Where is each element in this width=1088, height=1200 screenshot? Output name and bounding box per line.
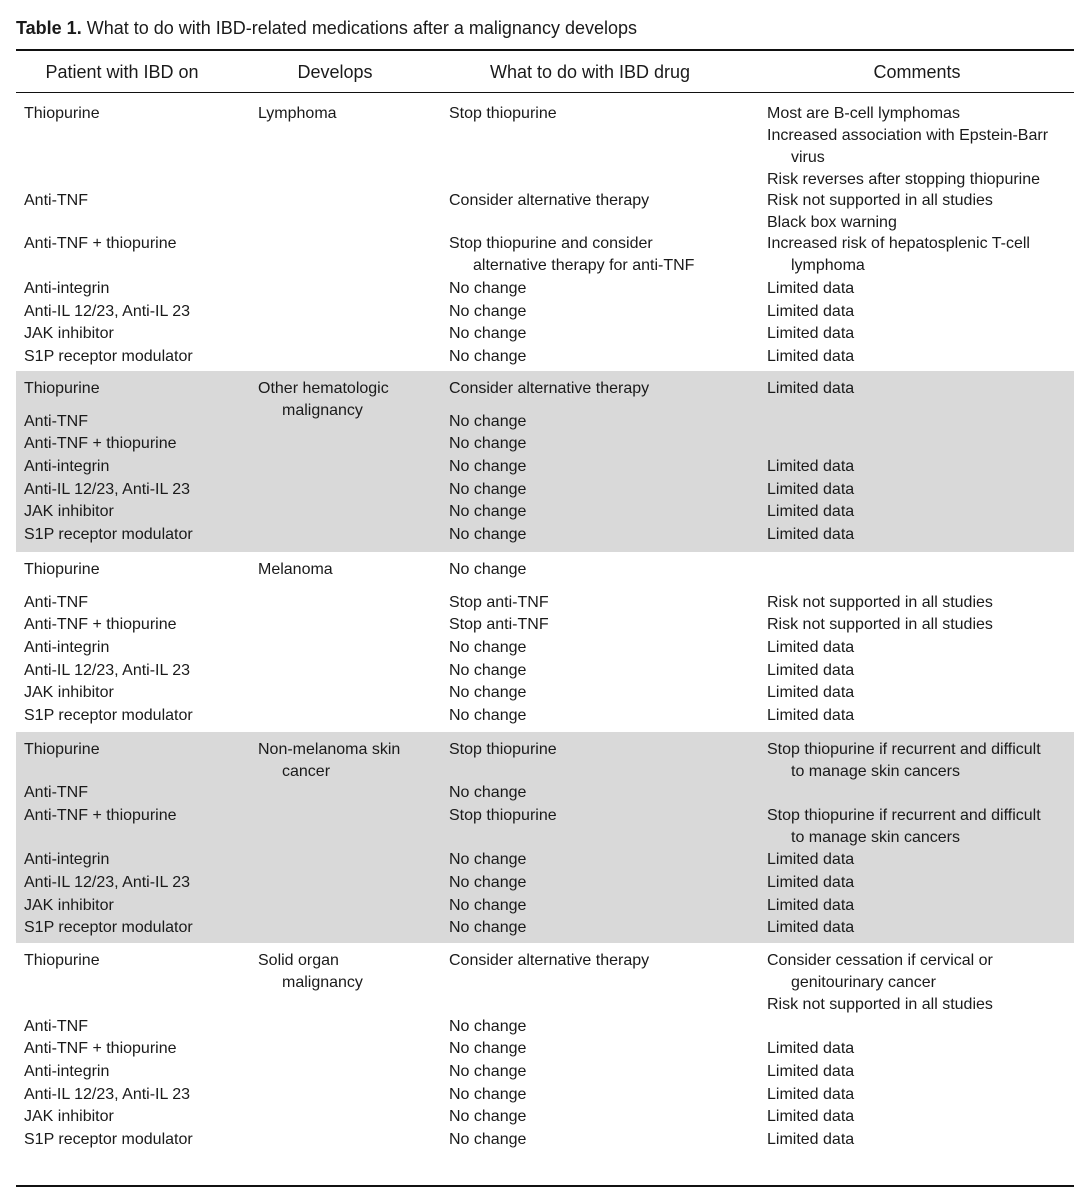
drug-cell: Anti-IL 12/23, Anti-IL 23 <box>24 874 191 891</box>
drug-cell: JAK inhibitor <box>24 503 114 520</box>
group-melanoma <box>16 552 1074 732</box>
header-patient: Patient with IBD on <box>45 62 199 82</box>
comment-line: Risk not supported in all studies <box>767 996 993 1013</box>
comments-cell <box>767 456 854 478</box>
drug-cell: Anti-IL 12/23, Anti-IL 23 <box>24 303 191 320</box>
comment-line: Limited data <box>767 684 855 701</box>
comments-cell <box>767 614 993 636</box>
action-cell <box>449 950 649 972</box>
comments-cell <box>767 805 1041 849</box>
comments-cell <box>767 501 854 523</box>
drug-cell: Anti-TNF <box>24 594 88 611</box>
drug-cell: Anti-integrin <box>24 851 110 868</box>
develops-line: Other hematologic <box>258 380 389 397</box>
action-cell <box>449 346 526 368</box>
action-line: No change <box>449 919 527 936</box>
action-line: Stop thiopurine <box>449 105 557 122</box>
comment-line: Stop thiopurine if recurrent and difficult <box>767 741 1041 758</box>
drug-cell: Anti-TNF + thiopurine <box>24 616 177 633</box>
develops-cell <box>258 559 333 581</box>
drug-cell: Thiopurine <box>24 561 100 578</box>
drug-cell: Anti-IL 12/23, Anti-IL 23 <box>24 1086 191 1103</box>
comment-line: to manage skin cancers <box>791 829 960 846</box>
develops-line: malignancy <box>282 974 363 991</box>
top-rule <box>16 49 1074 51</box>
drug-cell: JAK inhibitor <box>24 325 114 342</box>
action-cell <box>449 501 526 523</box>
comment-line: Risk not supported in all studies <box>767 192 993 209</box>
drug-cell: Anti-TNF <box>24 413 88 430</box>
comment-line: Limited data <box>767 897 855 914</box>
drug-cell: Anti-integrin <box>24 639 110 656</box>
action-cell <box>449 411 526 433</box>
comment-line: Most are B-cell lymphomas <box>767 105 960 122</box>
comments-cell <box>767 301 854 323</box>
action-line: No change <box>449 897 527 914</box>
action-line: No change <box>449 280 527 297</box>
comment-line: Limited data <box>767 325 855 342</box>
action-cell <box>449 559 526 581</box>
action-line: Stop thiopurine <box>449 807 557 824</box>
drug-cell: JAK inhibitor <box>24 1108 114 1125</box>
comment-line: Risk not supported in all studies <box>767 616 993 633</box>
develops-line: Solid organ <box>258 952 339 969</box>
action-line: No change <box>449 481 527 498</box>
drug-cell: Anti-TNF <box>24 192 88 209</box>
action-cell <box>449 1038 526 1060</box>
comment-line: Consider cessation if cervical or <box>767 952 993 969</box>
action-cell <box>449 233 694 277</box>
drug-cell: Thiopurine <box>24 105 100 122</box>
action-cell <box>449 479 526 501</box>
drug-cell: S1P receptor modulator <box>24 526 193 543</box>
comment-line: Limited data <box>767 1040 855 1057</box>
action-line: No change <box>449 303 527 320</box>
action-line: No change <box>449 1108 527 1125</box>
drug-cell: Anti-TNF + thiopurine <box>24 435 177 452</box>
table-caption <box>16 18 637 39</box>
header-develops: Develops <box>297 62 373 82</box>
comments-cell <box>767 346 854 368</box>
action-line: Consider alternative therapy <box>449 380 650 397</box>
action-line: Consider alternative therapy <box>449 952 650 969</box>
develops-cell <box>258 103 337 125</box>
drug-cell: S1P receptor modulator <box>24 919 193 936</box>
comments-cell <box>767 849 854 871</box>
comment-line: Limited data <box>767 1108 855 1125</box>
action-cell <box>449 895 526 917</box>
header-rule <box>16 92 1074 93</box>
action-line: No change <box>449 851 527 868</box>
comment-line: Limited data <box>767 348 855 365</box>
drug-cell: Anti-TNF + thiopurine <box>24 1040 177 1057</box>
comments-cell <box>767 660 854 682</box>
action-line: No change <box>449 784 527 801</box>
comments-cell <box>767 479 854 501</box>
action-cell <box>449 1016 526 1038</box>
drug-cell: Anti-TNF <box>24 1018 88 1035</box>
comment-line: lymphoma <box>791 257 865 274</box>
comment-line: Limited data <box>767 851 855 868</box>
action-cell <box>449 872 526 894</box>
group-solid-organ-malignancy <box>16 943 1074 1163</box>
comment-line: Limited data <box>767 662 855 679</box>
action-line: No change <box>449 684 527 701</box>
action-line: No change <box>449 1063 527 1080</box>
action-cell <box>449 849 526 871</box>
action-line: Stop anti-TNF <box>449 594 549 611</box>
comments-cell <box>767 592 993 614</box>
comment-line: Limited data <box>767 1131 855 1148</box>
action-cell <box>449 705 526 727</box>
group-non-melanoma-skin-cancer <box>16 732 1074 943</box>
comments-cell <box>767 278 854 300</box>
comments-cell <box>767 190 993 234</box>
comments-cell <box>767 1106 854 1128</box>
action-line: No change <box>449 1040 527 1057</box>
action-cell <box>449 739 557 761</box>
action-line: alternative therapy for anti-TNF <box>473 257 695 274</box>
action-cell <box>449 103 557 125</box>
drug-cell: Anti-TNF + thiopurine <box>24 807 177 824</box>
drug-cell: Thiopurine <box>24 380 100 397</box>
action-line: No change <box>449 503 527 520</box>
comments-cell <box>767 739 1041 783</box>
action-cell <box>449 456 526 478</box>
drug-cell: S1P receptor modulator <box>24 1131 193 1148</box>
action-cell <box>449 278 526 300</box>
comments-cell <box>767 637 854 659</box>
action-line: No change <box>449 639 527 656</box>
action-line: No change <box>449 458 527 475</box>
action-line: No change <box>449 874 527 891</box>
comment-line: Stop thiopurine if recurrent and difficult <box>767 807 1041 824</box>
action-cell <box>449 190 649 212</box>
comments-cell <box>767 323 854 345</box>
action-line: No change <box>449 348 527 365</box>
action-line: No change <box>449 1131 527 1148</box>
comment-line: Limited data <box>767 303 855 320</box>
action-cell <box>449 614 549 636</box>
comment-line: Limited data <box>767 1086 855 1103</box>
action-line: No change <box>449 526 527 543</box>
action-line: No change <box>449 662 527 679</box>
comment-line: Increased risk of hepatosplenic T-cell <box>767 235 1030 252</box>
action-cell <box>449 1129 526 1151</box>
drug-cell: Thiopurine <box>24 741 100 758</box>
comment-line: to manage skin cancers <box>791 763 960 780</box>
action-cell <box>449 805 557 827</box>
comment-line: Limited data <box>767 707 855 724</box>
drug-cell: JAK inhibitor <box>24 897 114 914</box>
comment-line: Limited data <box>767 919 855 936</box>
comment-line: Limited data <box>767 503 855 520</box>
action-cell <box>449 433 526 455</box>
comments-cell <box>767 682 854 704</box>
action-cell <box>449 682 526 704</box>
action-cell <box>449 782 526 804</box>
comments-cell <box>767 1084 854 1106</box>
header-action: What to do with IBD drug <box>489 62 691 82</box>
comment-line: Black box warning <box>767 214 897 231</box>
comments-cell <box>767 1129 854 1151</box>
comments-cell <box>767 1061 854 1083</box>
action-line: No change <box>449 435 527 452</box>
action-line: No change <box>449 707 527 724</box>
caption-title: What to do with IBD-related medications after a malignancy develops <box>86 18 637 38</box>
drug-cell: Thiopurine <box>24 952 100 969</box>
drug-cell: Anti-integrin <box>24 280 110 297</box>
action-line: Stop anti-TNF <box>449 616 549 633</box>
action-line: Stop thiopurine and consider <box>449 235 653 252</box>
comment-line: Limited data <box>767 380 855 397</box>
action-cell <box>449 917 526 939</box>
action-cell <box>449 323 526 345</box>
comments-cell <box>767 378 854 400</box>
drug-cell: S1P receptor modulator <box>24 348 193 365</box>
action-cell <box>449 1106 526 1128</box>
drug-cell: Anti-IL 12/23, Anti-IL 23 <box>24 662 191 679</box>
develops-line: Melanoma <box>258 561 333 578</box>
comments-cell <box>767 103 1048 191</box>
comments-cell <box>767 917 854 939</box>
bottom-rule <box>16 1185 1074 1187</box>
action-line: Consider alternative therapy <box>449 192 650 209</box>
comments-cell <box>767 950 993 1016</box>
action-line: No change <box>449 325 527 342</box>
group-lymphoma <box>16 95 1074 371</box>
action-cell <box>449 660 526 682</box>
action-cell <box>449 378 649 400</box>
comment-line: Limited data <box>767 874 855 891</box>
action-cell <box>449 592 549 614</box>
drug-cell: Anti-integrin <box>24 458 110 475</box>
comments-cell <box>767 872 854 894</box>
develops-line: Lymphoma <box>258 105 337 122</box>
action-cell <box>449 524 526 546</box>
action-line: No change <box>449 1018 527 1035</box>
comment-line: genitourinary cancer <box>791 974 936 991</box>
comment-line: Increased association with Epstein-Barr <box>767 127 1049 144</box>
comments-cell <box>767 233 1030 277</box>
comments-cell <box>767 895 854 917</box>
develops-line: Non-melanoma skin <box>258 741 401 758</box>
action-line: No change <box>449 413 527 430</box>
action-cell <box>449 637 526 659</box>
action-line: No change <box>449 561 527 578</box>
action-cell <box>449 1061 526 1083</box>
comment-line: Limited data <box>767 481 855 498</box>
drug-cell: Anti-IL 12/23, Anti-IL 23 <box>24 481 191 498</box>
comment-line: virus <box>791 149 825 166</box>
comment-line: Risk reverses after stopping thiopurine <box>767 171 1041 188</box>
caption-label: Table 1. <box>16 18 82 38</box>
develops-line: malignancy <box>282 402 363 419</box>
comments-cell <box>767 524 854 546</box>
table-header <box>16 54 1074 90</box>
develops-cell <box>258 950 363 994</box>
comment-line: Risk not supported in all studies <box>767 594 993 611</box>
action-line: No change <box>449 1086 527 1103</box>
comment-line: Limited data <box>767 1063 855 1080</box>
drug-cell: S1P receptor modulator <box>24 707 193 724</box>
comment-line: Limited data <box>767 280 855 297</box>
develops-cell <box>258 739 400 783</box>
develops-line: cancer <box>282 763 331 780</box>
group-other-hematologic-malignancy <box>16 371 1074 552</box>
comment-line: Limited data <box>767 526 855 543</box>
develops-cell <box>258 378 389 422</box>
comment-line: Limited data <box>767 639 855 656</box>
header-comments: Comments <box>873 62 961 82</box>
drug-cell: Anti-TNF + thiopurine <box>24 235 177 252</box>
drug-cell: Anti-integrin <box>24 1063 110 1080</box>
drug-cell: JAK inhibitor <box>24 684 114 701</box>
comments-cell <box>767 705 854 727</box>
action-line: Stop thiopurine <box>449 741 557 758</box>
comments-cell <box>767 1038 854 1060</box>
action-cell <box>449 301 526 323</box>
comment-line: Limited data <box>767 458 855 475</box>
action-cell <box>449 1084 526 1106</box>
drug-cell: Anti-TNF <box>24 784 88 801</box>
